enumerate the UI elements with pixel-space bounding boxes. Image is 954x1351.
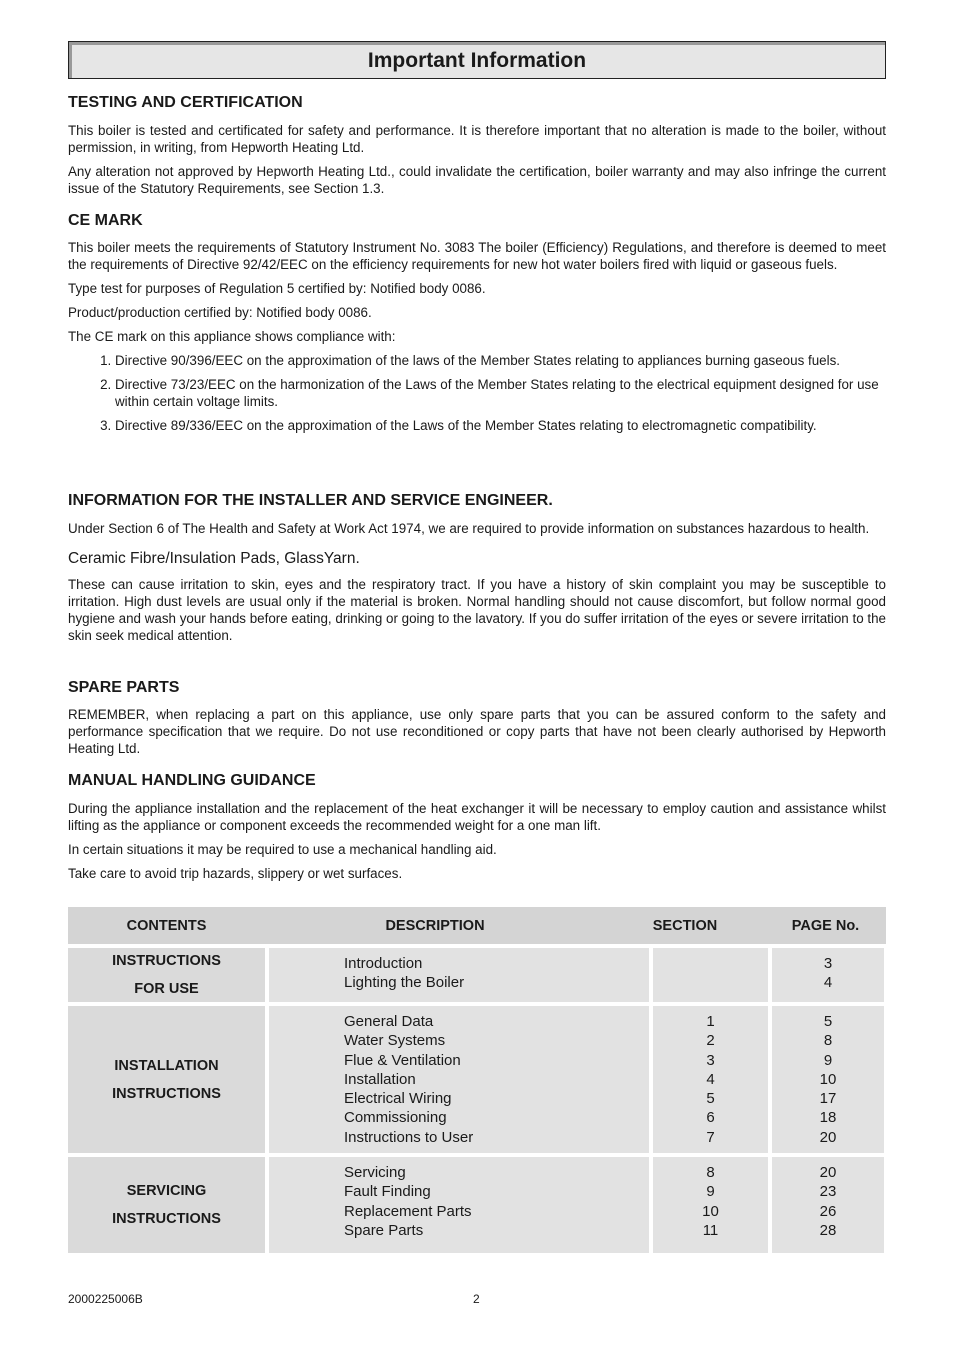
header-page: PAGE No. <box>791 917 860 934</box>
ce-paragraph-1: This boiler meets the requirements of Statutory Instrument No. 3083 The boiler (Efficiency) Regulations, and therefore is deemed to meet the requirements of Directive 92/42/EEC on the efficiency requirements for new hot water boilers fired with liquid or gaseous fuels. <box>68 240 886 272</box>
page-cell <box>772 948 884 1002</box>
page-item: 26 <box>819 1202 837 1220</box>
section-cell <box>653 1006 768 1153</box>
page-item: 20 <box>819 1164 837 1181</box>
ce-paragraph-2: Type test for purposes of Regulation 5 certified by: Notified body 0086. <box>68 281 486 296</box>
description-item: Fault Finding <box>344 1183 431 1201</box>
page-item: 18 <box>819 1109 837 1127</box>
description-item: Spare Parts <box>344 1221 424 1239</box>
description-cell <box>269 1006 649 1153</box>
description-cell <box>269 948 649 1002</box>
spare-paragraph-1: REMEMBER, when replacing a part on this appliance, use only spare parts that you can be assured conform to the safety and performance specification that we require. Do not use reconditioned or copy parts that have not been clearly authorised by Hepworth Heating Ltd. <box>68 707 886 756</box>
page-item: 5 <box>823 1013 833 1030</box>
info-subheading: Ceramic Fibre/Insulation Pads, GlassYarn. <box>68 550 360 567</box>
list-item: 3. Directive 89/336/EEC on the approximation of the Laws of the Member States relating to electromagnetic compatibility. <box>115 417 886 434</box>
row-label-line: INSTALLATION <box>114 1057 219 1074</box>
ce-paragraph-4: The CE mark on this appliance shows compliance with: <box>68 329 396 344</box>
ce-heading: CE MARK <box>68 212 143 229</box>
table-row <box>68 1157 886 1253</box>
section-item: 2 <box>706 1032 715 1050</box>
row-label-line: FOR USE <box>134 981 199 997</box>
document-number: 2000225006B <box>68 1292 143 1306</box>
description-item: Installation <box>344 1070 416 1088</box>
page-item: 28 <box>819 1221 837 1239</box>
title-box <box>68 41 886 79</box>
table-row <box>68 948 886 1002</box>
page-item: 3 <box>823 955 833 972</box>
ce-paragraph-3: Product/production certified by: Notified body 0086. <box>68 305 372 320</box>
section-item: 8 <box>706 1164 715 1181</box>
section-item: 7 <box>706 1128 715 1146</box>
description-item: Electrical Wiring <box>344 1090 452 1108</box>
ce-directive-list <box>68 352 886 434</box>
section-item: 9 <box>706 1183 715 1201</box>
page-cell <box>772 1157 884 1253</box>
page-item: 9 <box>823 1051 833 1069</box>
info-paragraph-1: Under Section 6 of The Health and Safety at Work Act 1974, we are required to provide information on substances hazardous to health. <box>68 521 870 536</box>
row-label-line: INSTRUCTIONS <box>112 953 221 969</box>
header-contents: CONTENTS <box>126 917 207 934</box>
section-item: 6 <box>706 1109 715 1127</box>
contents-table <box>68 907 886 1253</box>
info-heading: INFORMATION FOR THE INSTALLER AND SERVICE ENGINEER. <box>68 492 553 509</box>
table-row <box>68 1006 886 1153</box>
page-item: 10 <box>819 1070 837 1088</box>
manual-paragraph-2: In certain situations it may be required to use a mechanical handling aid. <box>68 842 497 857</box>
description-item: Instructions to User <box>344 1128 474 1146</box>
header-section: SECTION <box>652 917 718 934</box>
page-item: 17 <box>819 1090 837 1108</box>
description-item: Introduction <box>344 955 423 972</box>
list-item: 1. Directive 90/396/EEC on the approximation of the laws of the Member States relating to appliances burning gaseous fuels. <box>115 352 886 369</box>
description-item: Servicing <box>344 1164 406 1181</box>
section-item: 3 <box>706 1051 715 1069</box>
row-label <box>68 1157 265 1253</box>
testing-heading: TESTING AND CERTIFICATION <box>68 94 303 111</box>
page-title: Important Information <box>367 49 587 72</box>
section-item: 4 <box>706 1070 715 1088</box>
section-cell <box>653 948 768 1002</box>
description-item: General Data <box>344 1013 434 1030</box>
description-item: Replacement Parts <box>344 1202 472 1220</box>
description-item: Water Systems <box>344 1032 446 1050</box>
manual-paragraph-3: Take care to avoid trip hazards, slippery or wet surfaces. <box>68 866 403 881</box>
description-item: Commissioning <box>344 1109 447 1127</box>
manual-paragraph-1: During the appliance installation and the replacement of the heat exchanger it will be necessary to employ caution and assistance whilst lifting as the appliance or component exceeds the recommended weight for a one man lift. <box>68 801 886 833</box>
header-description: DESCRIPTION <box>385 917 485 934</box>
row-label-line: INSTRUCTIONS <box>112 1085 221 1102</box>
description-item: Flue & Ventilation <box>344 1051 461 1069</box>
manual-section <box>68 772 886 882</box>
testing-paragraph-1: This boiler is tested and certificated for safety and performance. It is therefore important that no alteration is made to the boiler, without permission, in writing, from Hepworth Heating Ltd. <box>68 123 886 155</box>
page-item: 4 <box>823 974 833 992</box>
section-item: 5 <box>706 1090 715 1108</box>
description-cell <box>269 1157 649 1253</box>
section-cell <box>653 1157 768 1253</box>
page-cell <box>772 1006 884 1153</box>
info-paragraph-2: These can cause irritation to skin, eyes and the respiratory tract. If you have a history of skin complaint you may be susceptible to irritation. High dust levels are usual only if the material is broken. Normal handling should not cause discomfort, but follow normal good hygiene and wash your hands before eating, drinking or going to the lavatory. If you do suffer irritation of the eyes or severe irritation to the skin seek medical attention. <box>68 577 886 643</box>
spare-section <box>68 679 886 757</box>
page-item: 20 <box>819 1128 837 1146</box>
list-item: 2. Directive 73/23/EEC on the harmonization of the Laws of the Member States relating to the electrical equipment designed for use within certain voltage limits. <box>115 376 886 410</box>
manual-heading: MANUAL HANDLING GUIDANCE <box>68 772 316 789</box>
row-label-line: SERVICING <box>126 1183 207 1199</box>
page-number: 2 <box>473 1292 480 1306</box>
info-section <box>68 492 886 644</box>
row-label-line: INSTRUCTIONS <box>112 1211 221 1227</box>
spare-heading: SPARE PARTS <box>68 679 180 696</box>
page-item: 23 <box>819 1183 837 1201</box>
testing-paragraph-2: Any alteration not approved by Hepworth Heating Ltd., could invalidate the certification, boiler warranty and may also infringe the current issue of the Statutory Requirements, see Section 1.3. <box>68 164 886 196</box>
section-item: 10 <box>702 1202 719 1220</box>
table-header <box>68 907 886 944</box>
section-item: 1 <box>706 1013 715 1030</box>
description-item: Lighting the Boiler <box>344 974 465 992</box>
ce-section <box>68 212 886 441</box>
row-label <box>68 948 265 1002</box>
page-item: 8 <box>823 1032 833 1050</box>
section-item: 11 <box>702 1221 719 1239</box>
row-label <box>68 1006 265 1153</box>
testing-section <box>68 94 886 197</box>
